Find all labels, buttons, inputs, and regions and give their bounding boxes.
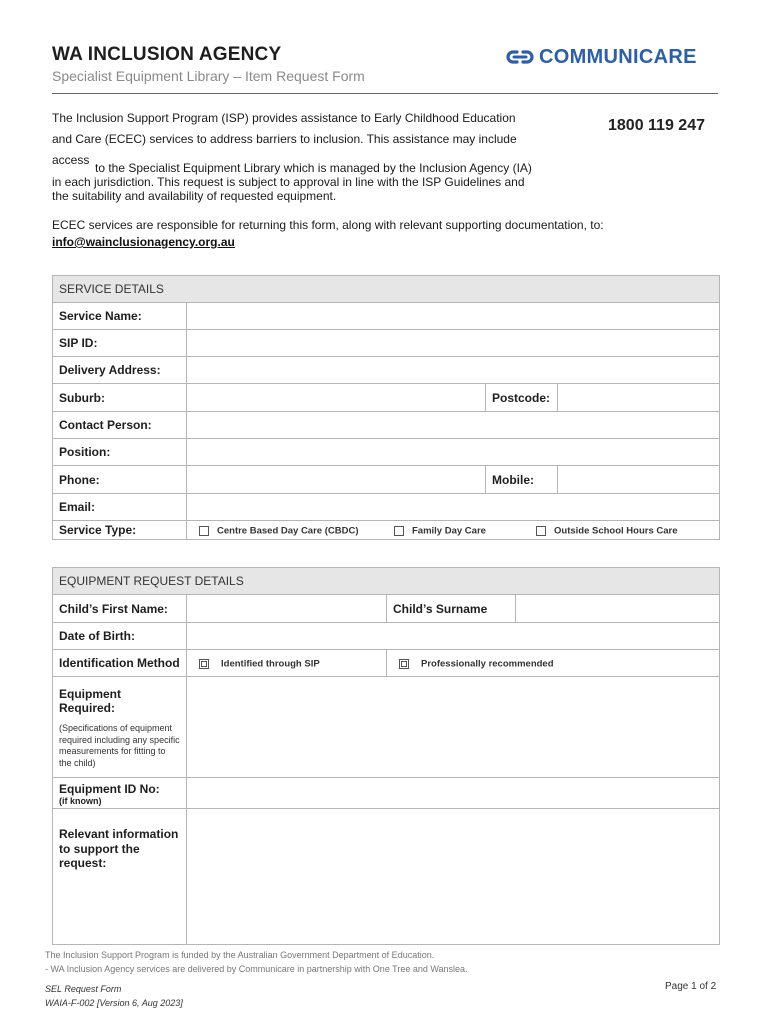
intro-line-1: The Inclusion Support Program (ISP) provides assistance to Early Childhood Education <box>52 111 516 125</box>
equipment-required-label: Equipment Required: <box>59 687 121 715</box>
equipment-id-field[interactable] <box>187 778 720 809</box>
identified-sip-option[interactable]: Identified through SIP <box>187 650 387 677</box>
suburb-field[interactable] <box>187 384 486 412</box>
equipment-required-cell <box>53 677 187 778</box>
equipment-required-note: (Specifications of equipment required including any specific measurements for fitting to the child) <box>59 723 180 768</box>
relevant-info-label: Relevant information to support the request: <box>53 809 187 945</box>
link-chain-icon <box>505 47 535 67</box>
first-name-label: Child’s First Name: <box>53 595 187 623</box>
email-field[interactable] <box>187 494 720 521</box>
dob-field[interactable] <box>187 623 720 650</box>
sip-id-label: SIP ID: <box>53 330 187 357</box>
delivery-address-label: Delivery Address: <box>53 357 187 384</box>
checkbox-icon[interactable] <box>394 526 404 536</box>
phone-label: Phone: <box>53 466 187 494</box>
service-name-field[interactable] <box>187 303 720 330</box>
page-title: WA INCLUSION AGENCY <box>52 44 282 65</box>
fdc-option[interactable]: Family Day Care <box>394 523 536 537</box>
mobile-field[interactable] <box>558 466 720 494</box>
equipment-request-table <box>52 567 720 945</box>
page-subtitle: Specialist Equipment Library – Item Request Form <box>52 68 365 84</box>
intro-line-5: the suitability and availability of requested equipment. <box>52 189 337 203</box>
logo-text: COMMUNICARE <box>539 45 697 68</box>
cbdc-option[interactable]: Centre Based Day Care (CBDC) <box>199 523 394 537</box>
intro-line-2: and Care (ECEC) services to address barriers to inclusion. This assistance may include <box>52 132 517 146</box>
postcode-label: Postcode: <box>486 384 558 412</box>
intro-line-3a: access <box>52 153 90 167</box>
surname-field[interactable] <box>516 595 720 623</box>
service-name-label: Service Name: <box>53 303 187 330</box>
service-type-label: Service Type: <box>53 521 187 540</box>
partnership-note: - WA Inclusion Agency services are delivered by Communicare in partnership with One Tree and Wanslea. <box>45 964 468 974</box>
suburb-label: Suburb: <box>53 384 187 412</box>
funding-note: The Inclusion Support Program is funded by the Australian Government Department of Education. <box>45 950 435 960</box>
sip-id-field[interactable] <box>187 330 720 357</box>
checkbox-icon[interactable] <box>199 659 209 669</box>
service-type-options <box>187 521 720 540</box>
position-field[interactable] <box>187 439 720 466</box>
service-details-heading: SERVICE DETAILS <box>53 276 720 303</box>
id-method-label: Identification Method <box>53 650 187 677</box>
equipment-required-field[interactable] <box>187 677 720 778</box>
communicare-logo <box>505 44 697 70</box>
phone-field[interactable] <box>187 466 486 494</box>
dob-label: Date of Birth: <box>53 623 187 650</box>
checkbox-icon[interactable] <box>536 526 546 536</box>
if-known-note: (if known) <box>59 796 102 806</box>
equipment-id-cell <box>53 778 187 809</box>
position-label: Position: <box>53 439 187 466</box>
form-code: WAIA-F-002 [Version 6, Aug 2023] <box>45 998 183 1008</box>
header-divider <box>52 93 718 94</box>
equipment-details-heading: EQUIPMENT REQUEST DETAILS <box>53 568 720 595</box>
contact-person-label: Contact Person: <box>53 412 187 439</box>
relevant-info-field[interactable] <box>187 809 720 945</box>
surname-label: Child’s Surname <box>387 595 516 623</box>
equipment-id-label: Equipment ID No: <box>59 782 160 796</box>
checkbox-icon[interactable] <box>399 659 409 669</box>
intro-line-3b: to the Specialist Equipment Library which is managed by the Inclusion Agency (IA) <box>95 161 532 175</box>
professionally-recommended-option[interactable]: Professionally recommended <box>387 650 720 677</box>
oshc-option[interactable]: Outside School Hours Care <box>536 523 678 537</box>
delivery-address-field[interactable] <box>187 357 720 384</box>
first-name-field[interactable] <box>187 595 387 623</box>
form-name: SEL Request Form <box>45 984 122 994</box>
return-instructions: ECEC services are responsible for returning this form, along with relevant supporting documentation, to: <box>52 218 604 232</box>
contact-email-link[interactable]: info@wainclusionagency.org.au <box>52 235 235 249</box>
service-details-table <box>52 275 720 540</box>
postcode-field[interactable] <box>558 384 720 412</box>
checkbox-icon[interactable] <box>199 526 209 536</box>
intro-line-4: in each jurisdiction. This request is subject to approval in line with the ISP Guidelines and <box>52 175 525 189</box>
email-label: Email: <box>53 494 187 521</box>
contact-person-field[interactable] <box>187 412 720 439</box>
mobile-label: Mobile: <box>486 466 558 494</box>
page-number: Page 1 of 2 <box>665 981 717 992</box>
phone-number: 1800 119 247 <box>608 117 705 134</box>
